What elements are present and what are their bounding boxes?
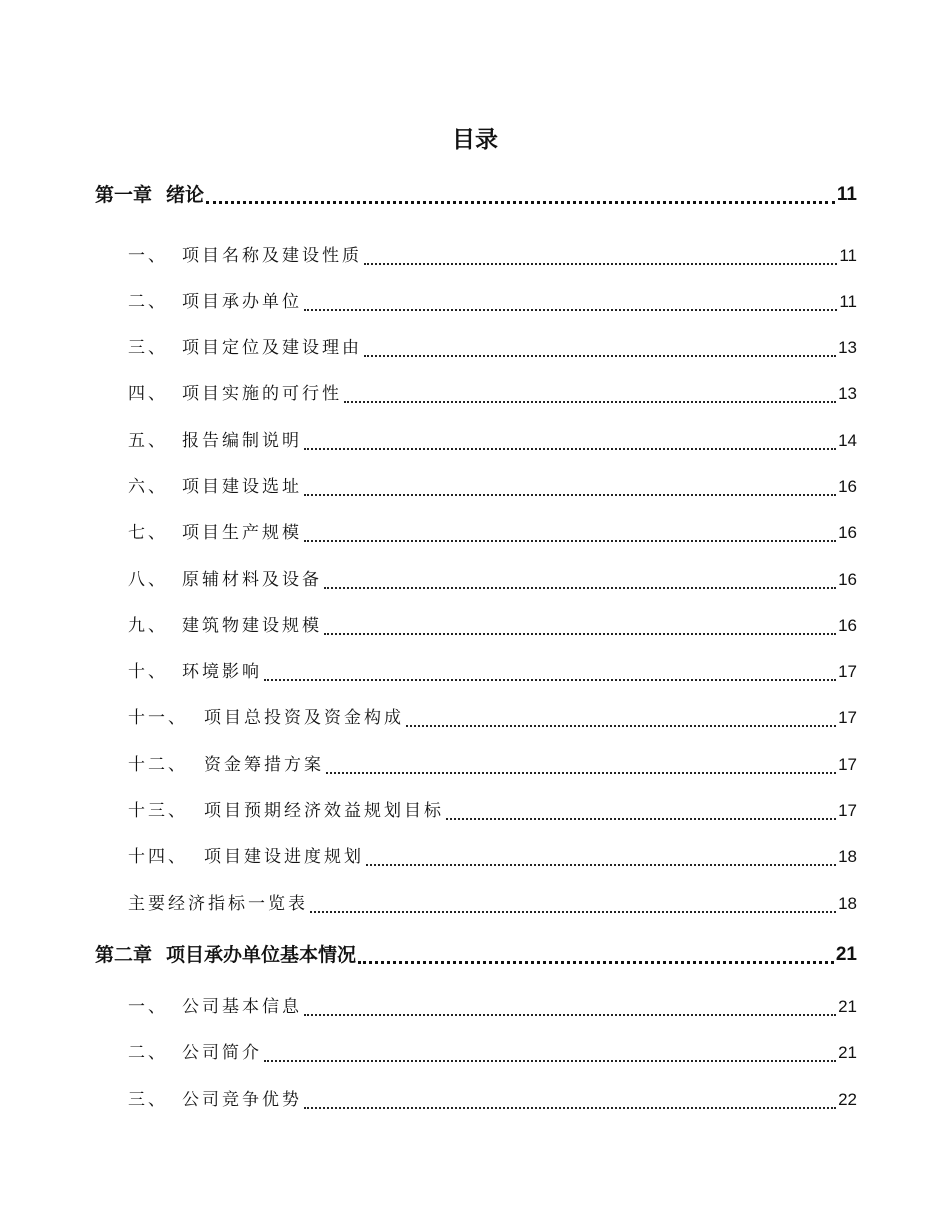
toc-entry-number: 第一章 [95,184,153,206]
toc-dot-leader [324,586,836,589]
toc-entry-page: 11 [839,292,857,311]
toc-entry-page: 11 [836,184,857,205]
toc-entry-page: 16 [838,523,857,542]
toc-entry[interactable] [128,844,857,870]
toc-entry[interactable] [128,891,857,917]
toc-entry-text [95,180,204,210]
toc-entry-label: 资金筹措方案 [204,755,324,775]
toc-dot-leader [304,539,836,542]
toc-dot-leader [304,308,837,311]
toc-chapter-1[interactable] [95,180,857,210]
toc-entry-page: 16 [838,570,857,589]
toc-dot-leader [264,678,836,681]
toc-entry-number: 一、 [128,997,168,1017]
toc-dot-leader [364,354,836,357]
toc-entry-number: 四、 [128,384,168,404]
toc-entry[interactable] [128,705,857,731]
toc-entry-page: 13 [838,338,857,357]
toc-entry[interactable] [128,1040,857,1066]
toc-entry-text [95,940,356,970]
toc-entry-page: 21 [835,944,857,965]
toc-entry-label: 项目承办单位 [182,292,302,312]
toc-dot-leader [344,400,836,403]
toc-dot-leader [364,262,837,265]
toc-entry-page: 17 [838,662,857,681]
toc-entry-label: 项目预期经济效益规划目标 [204,801,444,821]
toc-entry[interactable] [128,474,857,500]
toc-dot-leader [304,1013,836,1016]
toc-entry-label: 报告编制说明 [182,431,302,451]
toc-dot-leader [324,632,836,635]
toc-entry-number: 第二章 [95,944,153,966]
toc-entry-page: 22 [838,1090,857,1109]
toc-entry-number: 五、 [128,431,168,451]
toc-entry-label: 建筑物建设规模 [182,616,322,636]
toc-entry-page: 13 [838,384,857,403]
toc-entry-page: 18 [838,847,857,866]
toc-entry-page: 17 [838,708,857,727]
toc-entry-label: 环境影响 [182,662,262,682]
toc-entry-page: 21 [838,997,857,1016]
toc-entry[interactable] [128,798,857,824]
toc-entry-label: 绪论 [166,184,205,206]
toc-entry[interactable] [128,659,857,685]
toc-entry-number: 一、 [128,246,168,266]
toc-entry[interactable] [128,520,857,546]
toc-dot-leader [406,724,836,727]
toc-entry-number: 七、 [128,523,168,543]
toc-entry[interactable] [128,243,857,269]
toc-entry-page: 21 [838,1043,857,1062]
toc-dot-leader [264,1059,836,1062]
toc-entry[interactable] [128,289,857,315]
toc-entry-number: 八、 [128,570,168,590]
toc-entry[interactable] [128,381,857,407]
toc-entry[interactable] [128,994,857,1020]
toc-dot-leader [358,960,834,964]
toc-entry-label: 项目建设进度规划 [204,847,364,867]
toc-dot-leader [310,910,836,913]
toc-dot-leader [326,771,836,774]
toc-entry-number: 十三、 [128,801,188,821]
toc-dot-leader [304,493,836,496]
toc-entry-number: 十、 [128,662,168,682]
toc-entry[interactable] [128,752,857,778]
toc-dot-leader [206,200,835,204]
toc-entry-number: 十二、 [128,755,188,775]
toc-dot-leader [304,447,836,450]
toc-entry-page: 16 [838,616,857,635]
toc-entry[interactable] [128,428,857,454]
toc-entry-number: 三、 [128,338,168,358]
toc-entry-label: 项目建设选址 [182,477,302,497]
toc-dot-leader [366,863,836,866]
toc-entry-page: 17 [838,755,857,774]
toc-entry-number: 三、 [128,1090,168,1110]
toc-entry-page: 14 [838,431,857,450]
toc-entry-number: 十四、 [128,847,188,867]
page-title: 目录 [452,127,498,153]
toc-entry-number: 二、 [128,292,168,312]
toc-entry-label: 项目实施的可行性 [182,384,342,404]
toc-entry-label: 项目定位及建设理由 [182,338,362,358]
toc-dot-leader [304,1106,836,1109]
toc-entry-number: 二、 [128,1043,168,1063]
toc-entry-label: 项目名称及建设性质 [182,246,362,266]
toc-entry[interactable] [128,613,857,639]
toc-entry-label: 公司简介 [182,1043,262,1063]
toc-entry[interactable] [128,567,857,593]
toc-entry-label: 原辅材料及设备 [182,570,322,590]
toc-entry-label: 主要经济指标一览表 [128,894,308,914]
toc-entry[interactable] [128,335,857,361]
toc-entry-label: 公司竞争优势 [182,1090,302,1110]
toc-dot-leader [446,817,836,820]
toc-entry-number: 六、 [128,477,168,497]
toc-entry-page: 17 [838,801,857,820]
toc-entry-label: 公司基本信息 [182,997,302,1017]
toc-entry-page: 16 [838,477,857,496]
toc-entry-number: 十一、 [128,708,188,728]
toc-entry-number: 九、 [128,616,168,636]
toc-entry[interactable] [128,1087,857,1113]
toc-entry-label: 项目承办单位基本情况 [166,944,357,966]
toc-entry-label: 项目总投资及资金构成 [204,708,404,728]
toc-entry-label: 项目生产规模 [182,523,302,543]
toc-entry-page: 11 [839,246,857,265]
toc-entry-page: 18 [838,894,857,913]
toc-chapter-2[interactable] [95,940,857,970]
